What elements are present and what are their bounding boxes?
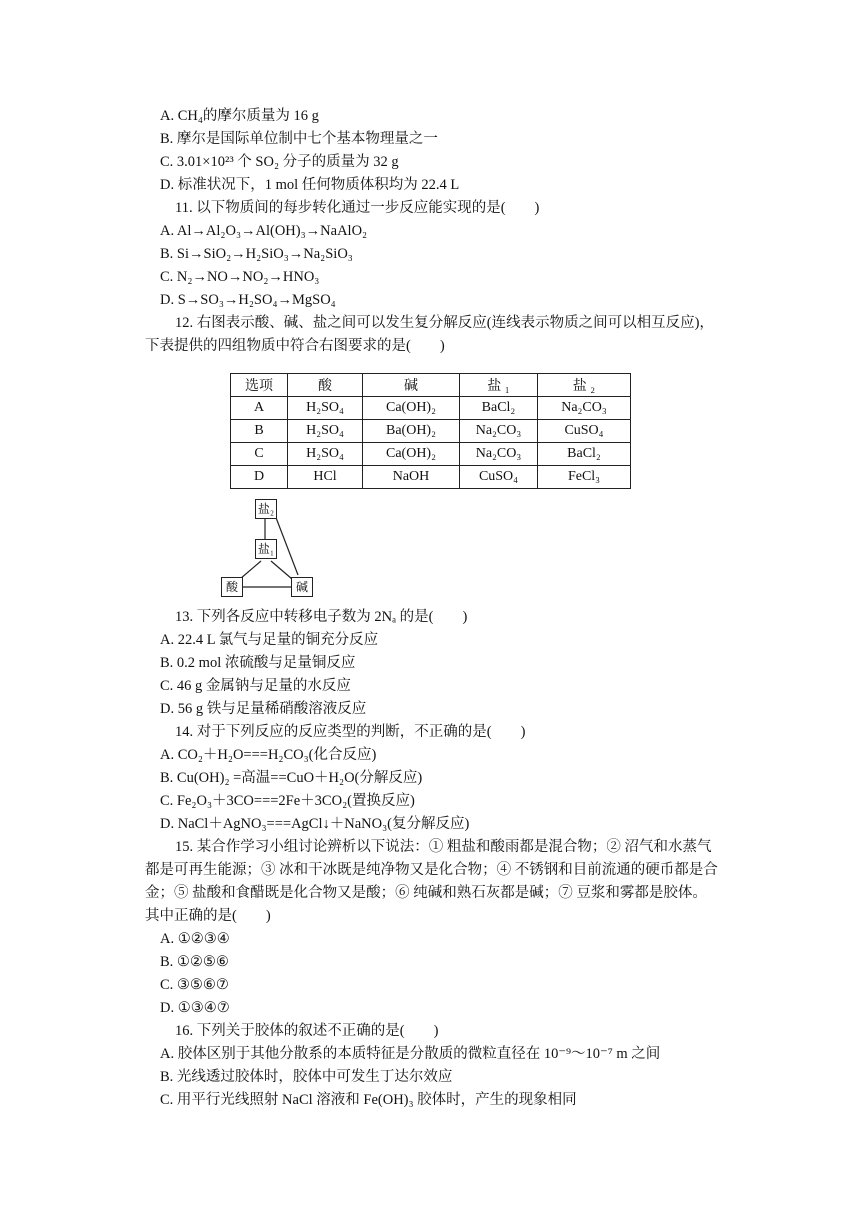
question-14: 14. 对于下列反应的反应类型的判断，不正确的是( )	[175, 724, 526, 740]
q15-option-a: A. ①②③④	[160, 931, 230, 947]
table-cell: Na₂CO₃	[460, 420, 538, 443]
base-box: 碱	[291, 577, 313, 597]
q16-option-b: B. 光线透过胶体时，胶体中可发生丁达尔效应	[160, 1069, 453, 1085]
table-header-cell: 盐 ₁	[460, 374, 538, 397]
q13-option-d: D. 56 g 铁与足量稀硝酸溶液反应	[160, 701, 367, 717]
table-row	[231, 466, 631, 489]
table-header-cell: 酸	[288, 374, 363, 397]
table-cell: Na₂CO₃	[460, 443, 538, 466]
q11-option-b: B. Si→SiO₂→H₂SiO₃→Na₂SiO₃	[160, 246, 353, 262]
table-cell: BaCl₂	[538, 443, 631, 466]
table-cell: Ca(OH)₂	[363, 397, 460, 420]
options-table	[230, 373, 631, 489]
table-header-cell: 选项	[231, 374, 288, 397]
q16-option-a: A. 胶体区别于其他分散系的本质特征是分散质的微粒直径在 10⁻⁹～10⁻⁷ m 之间	[160, 1046, 661, 1062]
table-header-row	[231, 374, 631, 397]
acid-box: 酸	[221, 577, 243, 597]
question-12-line2: 下表提供的四组物质中符合右图要求的是( )	[145, 338, 445, 354]
q13-option-c: C. 46 g 金属钠与足量的水反应	[160, 678, 351, 694]
table-row	[231, 420, 631, 443]
q15-option-d: D. ①③④⑦	[160, 1000, 230, 1016]
q11-option-d: D. S→SO₃→H₂SO₄→MgSO₄	[160, 292, 336, 308]
q10-option-c: C. 3.01×10²³ 个 SO₂ 分子的质量为 32 g	[160, 154, 399, 170]
table-cell: A	[231, 397, 288, 420]
q16-option-c: C. 用平行光线照射 NaCl 溶液和 Fe(OH)₃ 胶体时，产生的现象相同	[160, 1092, 577, 1108]
table-cell: FeCl₃	[538, 466, 631, 489]
table-header-cell: 碱	[363, 374, 460, 397]
table-cell: B	[231, 420, 288, 443]
q13-option-a: A. 22.4 L 氯气与足量的铜充分反应	[160, 632, 379, 648]
question-16: 16. 下列关于胶体的叙述不正确的是( )	[175, 1023, 439, 1039]
question-15-line4: 其中正确的是( )	[145, 908, 271, 924]
table-cell: CuSO₄	[460, 466, 538, 489]
q10-option-b: B. 摩尔是国际单位制中七个基本物理量之一	[160, 131, 438, 147]
table-cell: HCl	[288, 466, 363, 489]
q11-option-a: A. Al→Al₂O₃→Al(OH)₃→NaAlO₂	[160, 223, 368, 239]
q14-option-a: A. CO₂＋H₂O===H₂CO₃(化合反应)	[160, 747, 377, 763]
q14-option-c: C. Fe₂O₃＋3CO===2Fe＋3CO₂(置换反应)	[160, 793, 415, 809]
salt1-box: 盐₁	[255, 539, 277, 559]
question-11: 11. 以下物质间的每步转化通过一步反应能实现的是( )	[175, 200, 540, 216]
table-cell: C	[231, 443, 288, 466]
q13-option-b: B. 0.2 mol 浓硫酸与足量铜反应	[160, 655, 356, 671]
question-15-line1: 15. 某合作学习小组讨论辨析以下说法：① 粗盐和酸雨都是混合物；② 沼气和水蒸气	[175, 839, 712, 855]
salt2-box: 盐₂	[255, 499, 277, 519]
q10-option-a: A. CH₄的摩尔质量为 16 g	[160, 108, 319, 124]
q15-option-c: C. ③⑤⑥⑦	[160, 977, 229, 993]
table-cell: Na₂CO₃	[538, 397, 631, 420]
table-row	[231, 397, 631, 420]
table-cell: H₂SO₄	[288, 420, 363, 443]
table-cell: H₂SO₄	[288, 443, 363, 466]
question-12-line1: 12. 右图表示酸、碱、盐之间可以发生复分解反应(连线表示物质之间可以相互反应)，	[175, 315, 714, 331]
q11-option-c: C. N₂→NO→NO₂→HNO₃	[160, 269, 320, 285]
q14-option-b: B. Cu(OH)₂ =高温==CuO＋H₂O(分解反应)	[160, 770, 423, 786]
table-row	[231, 443, 631, 466]
question-15-line3: 金；⑤ 盐酸和食醋既是化合物又是酸；⑥ 纯碱和熟石灰都是碱；⑦ 豆浆和雾都是胶体。	[145, 885, 707, 901]
table-cell: NaOH	[363, 466, 460, 489]
question-15-line2: 都是可再生能源；③ 冰和干冰既是纯净物又是化合物；④ 不锈钢和目前流通的硬币都是合	[145, 862, 718, 878]
q14-option-d: D. NaCl＋AgNO₃===AgCl↓＋NaNO₃(复分解反应)	[160, 816, 470, 832]
q15-option-b: B. ①②⑤⑥	[160, 954, 229, 970]
table-cell: Ba(OH)₂	[363, 420, 460, 443]
table-cell: CuSO₄	[538, 420, 631, 443]
table-cell: H₂SO₄	[288, 397, 363, 420]
question-13: 13. 下列各反应中转移电子数为 2Nₐ 的是( )	[175, 609, 468, 625]
q10-option-d: D. 标准状况下，1 mol 任何物质体积均为 22.4 L	[160, 177, 460, 193]
table-cell: D	[231, 466, 288, 489]
table-cell: Ca(OH)₂	[363, 443, 460, 466]
table-header-cell: 盐 ₂	[538, 374, 631, 397]
table-cell: BaCl₂	[460, 397, 538, 420]
